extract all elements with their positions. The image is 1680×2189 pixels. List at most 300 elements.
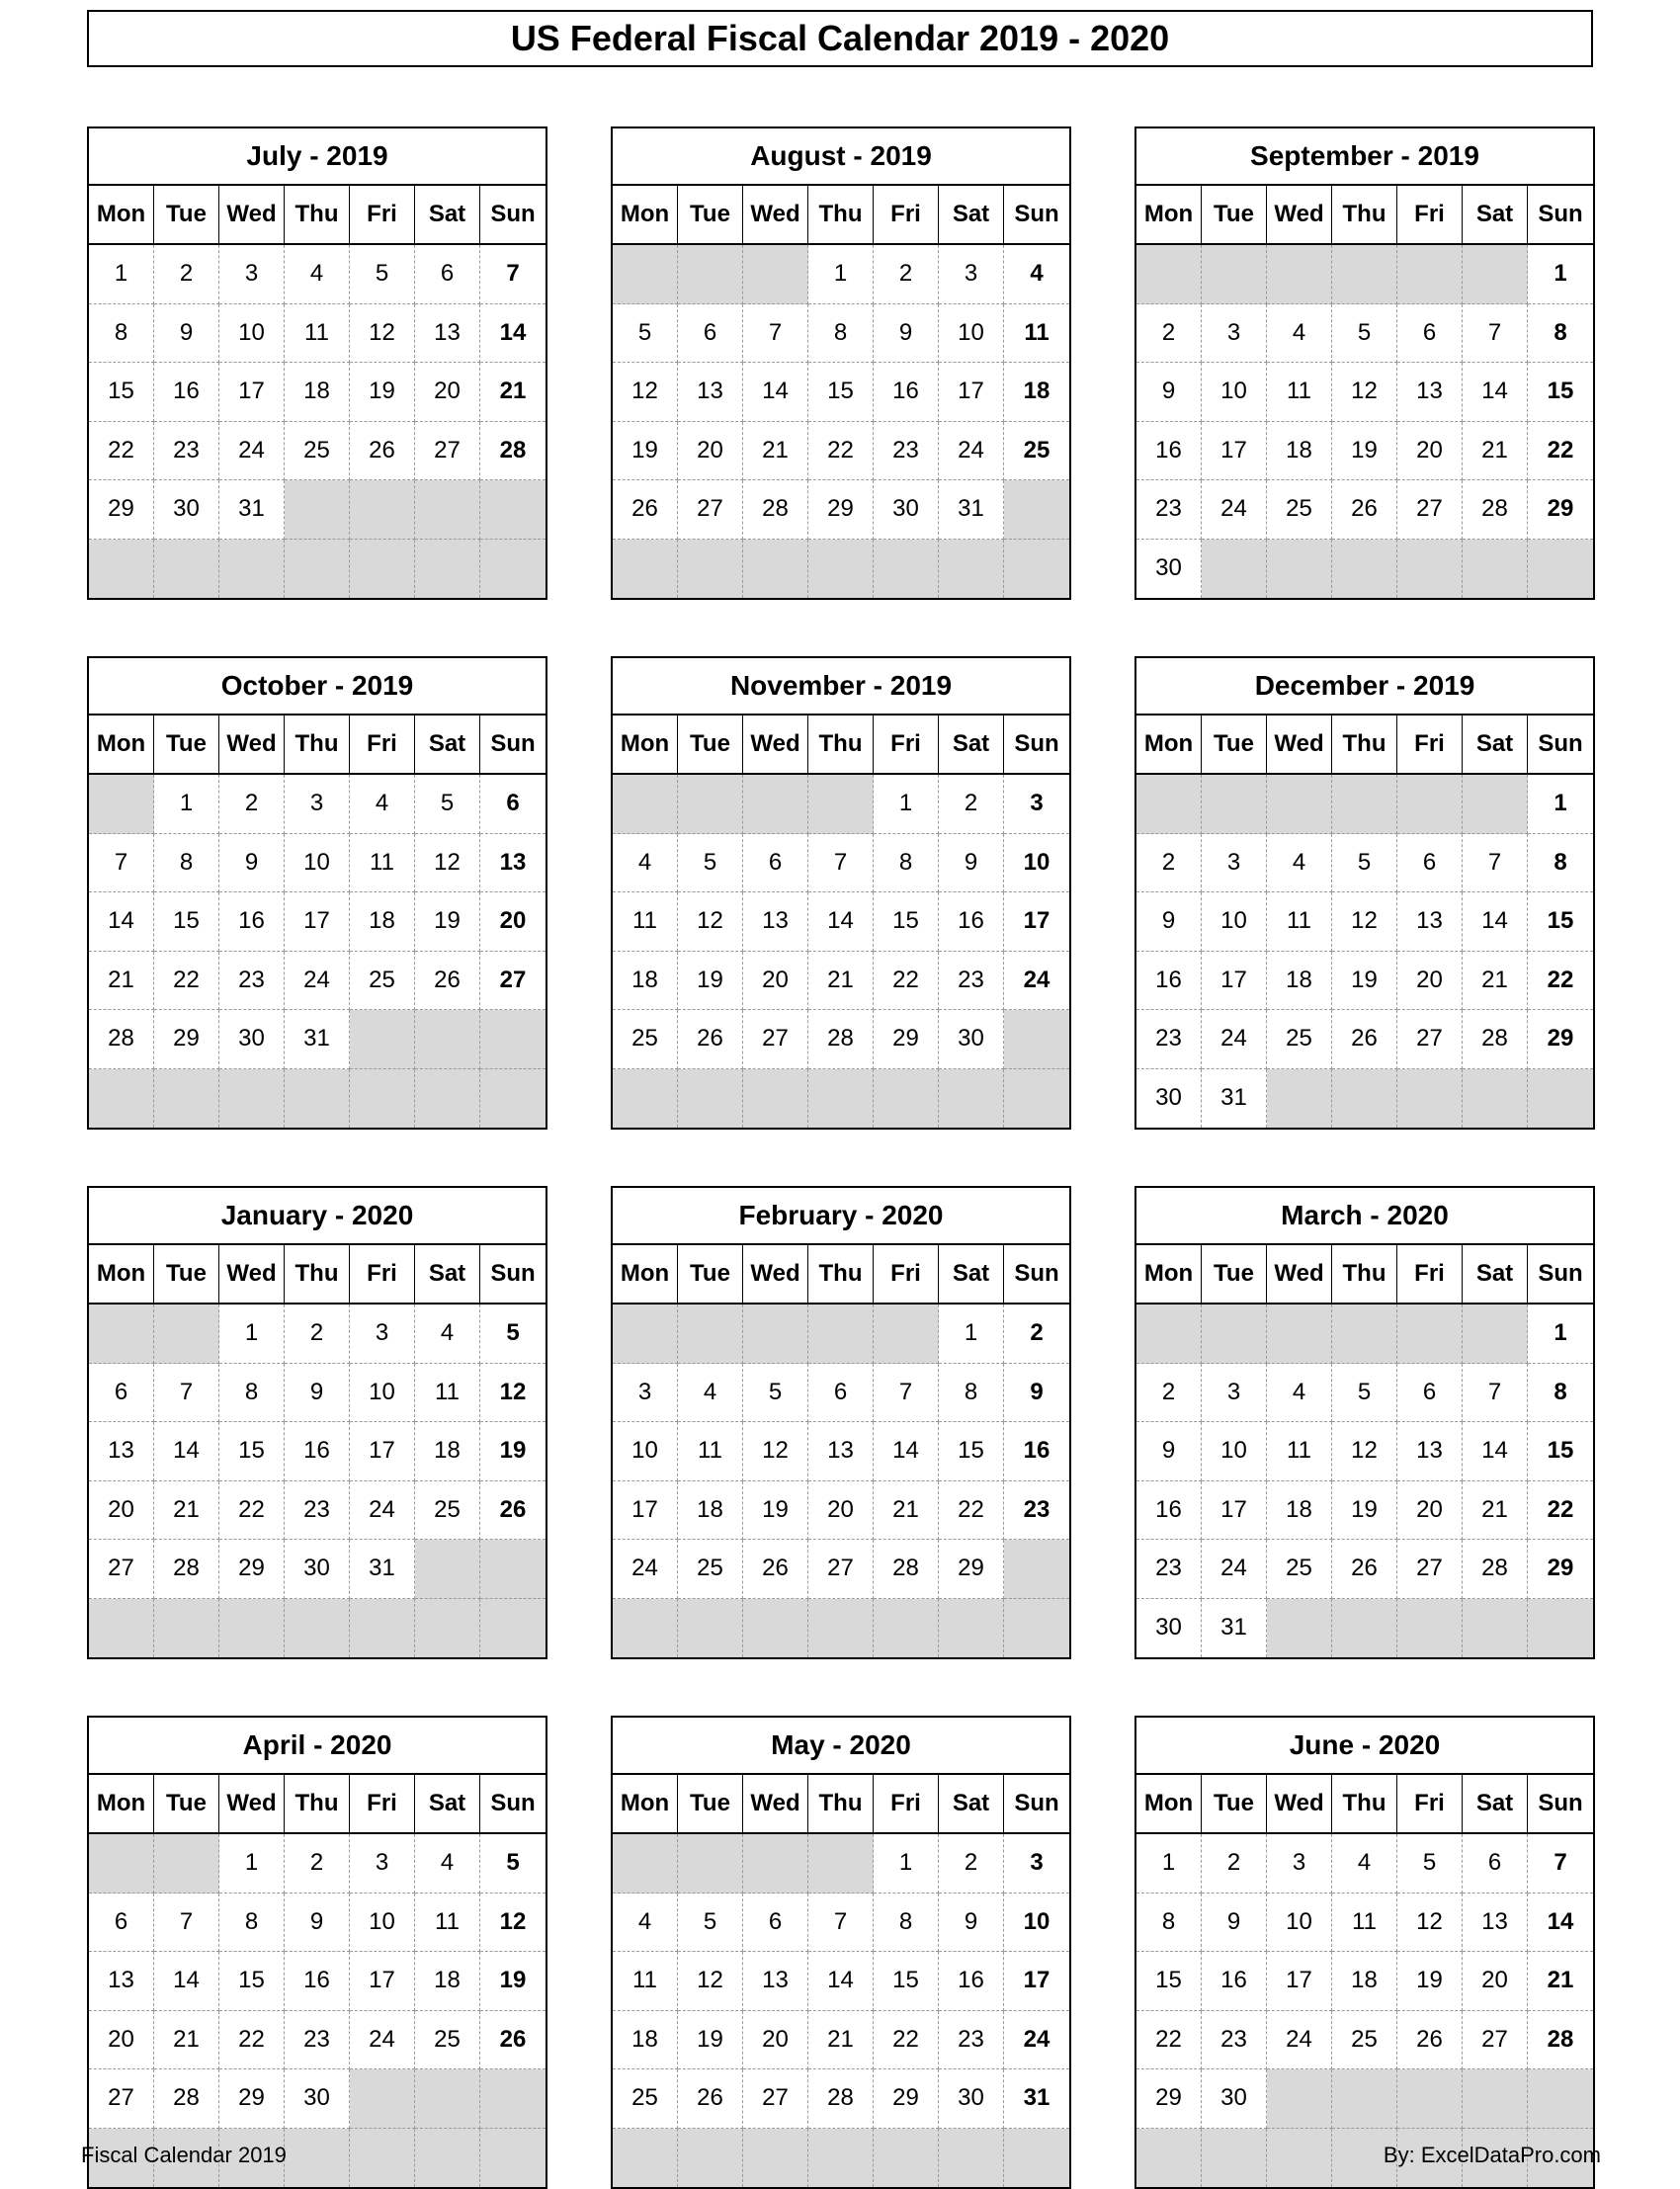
day-cell: 4 — [285, 245, 350, 304]
day-cell: 20 — [89, 2011, 154, 2070]
day-cell: 18 — [285, 363, 350, 422]
day-cell: 30 — [939, 1010, 1004, 1069]
day-cell: 5 — [743, 1364, 808, 1423]
day-cell: 4 — [1332, 1834, 1397, 1894]
day-cell: 14 — [1463, 892, 1528, 952]
day-cell: 9 — [285, 1364, 350, 1423]
day-cell: 26 — [743, 1540, 808, 1599]
empty-day-cell — [1267, 775, 1332, 834]
weekday-label: Tue — [678, 716, 743, 773]
day-cell: 16 — [939, 1952, 1004, 2011]
empty-day-cell — [1397, 540, 1463, 599]
day-cell: 25 — [415, 2011, 480, 2070]
empty-day-cell — [1332, 1069, 1397, 1129]
day-cell: 27 — [678, 480, 743, 540]
day-cell: 7 — [1463, 304, 1528, 364]
day-cell: 1 — [874, 1834, 939, 1894]
day-cell: 15 — [1136, 1952, 1202, 2011]
day-cell: 11 — [613, 892, 678, 952]
empty-day-cell — [350, 2069, 415, 2129]
empty-day-cell — [1267, 540, 1332, 599]
day-cell: 2 — [874, 245, 939, 304]
weekday-label: Tue — [1202, 716, 1267, 773]
day-cell: 29 — [219, 2069, 285, 2129]
weekday-header — [613, 1775, 1069, 1834]
empty-day-cell — [874, 1069, 939, 1129]
weekday-label: Mon — [613, 1775, 678, 1832]
month-title: September - 2019 — [1136, 128, 1593, 186]
day-cell: 19 — [480, 1952, 546, 2011]
empty-day-cell — [808, 540, 874, 599]
day-cell: 12 — [480, 1894, 546, 1953]
empty-day-cell — [154, 1834, 219, 1894]
day-cell: 19 — [1397, 1952, 1463, 2011]
day-cell: 21 — [743, 422, 808, 481]
day-cell: 13 — [89, 1422, 154, 1481]
day-cell: 14 — [808, 1952, 874, 2011]
day-cell: 14 — [154, 1422, 219, 1481]
day-cell: 8 — [219, 1894, 285, 1953]
day-cell: 18 — [1267, 952, 1332, 1011]
day-cell: 23 — [285, 1481, 350, 1541]
day-cell: 23 — [874, 422, 939, 481]
empty-day-cell — [1397, 245, 1463, 304]
empty-day-cell — [678, 1834, 743, 1894]
empty-day-cell — [350, 480, 415, 540]
day-grid — [1136, 1834, 1593, 2187]
weekday-label: Wed — [743, 716, 808, 773]
empty-day-cell — [1202, 1305, 1267, 1364]
day-cell: 2 — [1004, 1305, 1069, 1364]
day-cell: 19 — [743, 1481, 808, 1541]
day-cell: 28 — [1463, 1010, 1528, 1069]
day-cell: 12 — [415, 834, 480, 893]
weekday-label: Wed — [219, 1775, 285, 1832]
day-cell: 28 — [743, 480, 808, 540]
day-cell: 14 — [154, 1952, 219, 2011]
month-title: August - 2019 — [613, 128, 1069, 186]
day-cell: 13 — [743, 1952, 808, 2011]
day-cell: 7 — [154, 1894, 219, 1953]
day-cell: 13 — [743, 892, 808, 952]
weekday-header — [1136, 1775, 1593, 1834]
day-cell: 28 — [1463, 1540, 1528, 1599]
empty-day-cell — [1397, 1599, 1463, 1658]
day-cell: 12 — [480, 1364, 546, 1423]
empty-day-cell — [1463, 540, 1528, 599]
day-cell: 5 — [480, 1305, 546, 1364]
weekday-label: Wed — [1267, 716, 1332, 773]
day-cell: 3 — [1202, 1364, 1267, 1423]
day-cell: 26 — [415, 952, 480, 1011]
empty-day-cell — [1463, 2069, 1528, 2129]
day-cell: 21 — [89, 952, 154, 1011]
weekday-label: Sun — [490, 1260, 536, 1287]
weekday-label: Wed — [219, 1245, 285, 1303]
day-cell: 17 — [350, 1952, 415, 2011]
day-cell: 27 — [1397, 480, 1463, 540]
empty-day-cell — [1136, 1305, 1202, 1364]
weekday-header — [1136, 186, 1593, 245]
day-cell: 29 — [1136, 2069, 1202, 2129]
day-cell: 11 — [1267, 1422, 1332, 1481]
empty-day-cell — [874, 540, 939, 599]
day-cell: 7 — [1528, 1834, 1593, 1894]
day-cell: 17 — [939, 363, 1004, 422]
weekday-label: Tue — [154, 1245, 219, 1303]
day-cell: 15 — [808, 363, 874, 422]
day-cell: 2 — [1202, 1834, 1267, 1894]
empty-day-cell — [285, 2129, 350, 2188]
day-cell: 25 — [415, 1481, 480, 1541]
day-cell: 15 — [1528, 363, 1593, 422]
empty-day-cell — [743, 540, 808, 599]
day-cell: 18 — [1004, 363, 1069, 422]
weekday-label: Tue — [678, 186, 743, 243]
day-grid — [1136, 245, 1593, 598]
day-cell: 2 — [939, 775, 1004, 834]
day-cell: 23 — [1202, 2011, 1267, 2070]
empty-day-cell — [480, 2129, 546, 2188]
day-cell: 8 — [219, 1364, 285, 1423]
day-cell: 27 — [808, 1540, 874, 1599]
day-cell: 10 — [613, 1422, 678, 1481]
day-cell: 19 — [1332, 1481, 1397, 1541]
weekday-label: Mon — [89, 1245, 154, 1303]
weekday-header — [613, 186, 1069, 245]
day-cell: 27 — [480, 952, 546, 1011]
empty-day-cell — [285, 1069, 350, 1129]
day-grid — [613, 1834, 1069, 2187]
day-cell: 7 — [808, 834, 874, 893]
day-grid — [89, 775, 546, 1128]
day-cell: 3 — [1202, 834, 1267, 893]
day-cell: 19 — [678, 2011, 743, 2070]
day-cell: 16 — [1004, 1422, 1069, 1481]
weekday-label: Fri — [350, 1775, 415, 1832]
day-cell: 13 — [1397, 1422, 1463, 1481]
day-cell: 20 — [480, 892, 546, 952]
day-cell: 4 — [1267, 1364, 1332, 1423]
month-title: July - 2019 — [89, 128, 546, 186]
footer-right: By: ExcelDataPro.com — [1383, 2143, 1601, 2167]
day-cell: 9 — [1136, 1422, 1202, 1481]
empty-day-cell — [415, 1010, 480, 1069]
day-cell: 17 — [613, 1481, 678, 1541]
day-cell: 31 — [1202, 1599, 1267, 1658]
day-cell: 3 — [939, 245, 1004, 304]
day-cell: 30 — [939, 2069, 1004, 2129]
weekday-label: Fri — [1397, 1245, 1463, 1303]
day-cell: 31 — [219, 480, 285, 540]
day-grid — [89, 1834, 546, 2187]
weekday-label: Wed — [743, 1775, 808, 1832]
day-cell: 29 — [219, 1540, 285, 1599]
empty-day-cell — [480, 480, 546, 540]
empty-day-cell — [1004, 540, 1069, 599]
day-cell: 21 — [1463, 952, 1528, 1011]
day-cell: 3 — [1202, 304, 1267, 364]
day-cell: 30 — [219, 1010, 285, 1069]
day-cell: 5 — [350, 245, 415, 304]
weekday-label: Tue — [154, 716, 219, 773]
empty-day-cell — [1136, 775, 1202, 834]
day-cell: 8 — [1528, 304, 1593, 364]
day-cell: 25 — [1267, 480, 1332, 540]
weekday-label: Sun — [490, 1790, 536, 1816]
day-cell: 29 — [874, 1010, 939, 1069]
day-cell: 1 — [808, 245, 874, 304]
day-cell: 17 — [1004, 1952, 1069, 2011]
day-cell: 16 — [219, 892, 285, 952]
day-cell: 2 — [285, 1834, 350, 1894]
weekday-label: Fri — [874, 716, 939, 773]
day-cell: 10 — [1004, 834, 1069, 893]
day-cell: 6 — [1397, 1364, 1463, 1423]
day-cell: 31 — [939, 480, 1004, 540]
weekday-label: Mon — [613, 1245, 678, 1303]
weekday-label: Sat — [1463, 716, 1528, 773]
day-cell: 3 — [1004, 1834, 1069, 1894]
weekday-label: Sat — [415, 716, 480, 773]
day-cell: 4 — [350, 775, 415, 834]
empty-day-cell — [480, 1599, 546, 1658]
day-cell: 6 — [415, 245, 480, 304]
day-cell: 6 — [1397, 834, 1463, 893]
day-grid — [613, 245, 1069, 598]
day-cell: 21 — [874, 1481, 939, 1541]
day-cell: 5 — [415, 775, 480, 834]
day-cell: 2 — [154, 245, 219, 304]
empty-day-cell — [1463, 245, 1528, 304]
empty-day-cell — [154, 1599, 219, 1658]
weekday-label: Thu — [285, 1775, 350, 1832]
day-cell: 14 — [874, 1422, 939, 1481]
empty-day-cell — [678, 540, 743, 599]
empty-day-cell — [350, 540, 415, 599]
day-cell: 24 — [1267, 2011, 1332, 2070]
day-cell: 9 — [1136, 892, 1202, 952]
day-cell: 24 — [1202, 1010, 1267, 1069]
empty-day-cell — [743, 245, 808, 304]
day-cell: 23 — [1004, 1481, 1069, 1541]
day-cell: 5 — [1332, 834, 1397, 893]
weekday-label: Wed — [743, 1245, 808, 1303]
weekday-label: Tue — [678, 1775, 743, 1832]
day-cell: 31 — [285, 1010, 350, 1069]
day-cell: 11 — [678, 1422, 743, 1481]
weekday-label: Sun — [1014, 730, 1059, 757]
day-cell: 4 — [1004, 245, 1069, 304]
weekday-label: Sun — [1014, 1790, 1059, 1816]
month-calendar — [611, 126, 1071, 600]
weekday-label: Thu — [1332, 716, 1397, 773]
day-cell: 18 — [613, 2011, 678, 2070]
empty-day-cell — [1004, 1540, 1069, 1599]
day-cell: 4 — [1267, 304, 1332, 364]
empty-day-cell — [743, 2129, 808, 2188]
empty-day-cell — [480, 540, 546, 599]
day-cell: 27 — [89, 1540, 154, 1599]
day-cell: 17 — [1267, 1952, 1332, 2011]
day-cell: 7 — [480, 245, 546, 304]
day-cell: 16 — [1202, 1952, 1267, 2011]
empty-day-cell — [89, 1834, 154, 1894]
day-cell: 22 — [939, 1481, 1004, 1541]
day-cell: 10 — [219, 304, 285, 364]
weekday-label: Sat — [1463, 186, 1528, 243]
day-cell: 10 — [1202, 363, 1267, 422]
day-cell: 4 — [415, 1305, 480, 1364]
weekday-header — [613, 1245, 1069, 1305]
weekday-header — [89, 186, 546, 245]
empty-day-cell — [808, 775, 874, 834]
day-cell: 1 — [1528, 775, 1593, 834]
day-cell: 2 — [1136, 834, 1202, 893]
weekday-label: Fri — [1397, 716, 1463, 773]
empty-day-cell — [1397, 775, 1463, 834]
day-cell: 22 — [89, 422, 154, 481]
empty-day-cell — [480, 1540, 546, 1599]
page-title: US Federal Fiscal Calendar 2019 - 2020 — [87, 10, 1593, 67]
day-cell: 5 — [1332, 1364, 1397, 1423]
empty-day-cell — [874, 1599, 939, 1658]
empty-day-cell — [219, 1069, 285, 1129]
day-cell: 26 — [1332, 1010, 1397, 1069]
day-cell: 7 — [1463, 834, 1528, 893]
day-cell: 9 — [1136, 363, 1202, 422]
weekday-label: Fri — [874, 1775, 939, 1832]
weekday-label: Sat — [939, 186, 1004, 243]
weekday-label: Mon — [89, 1775, 154, 1832]
day-cell: 7 — [743, 304, 808, 364]
footer-left: Fiscal Calendar 2019 — [81, 2143, 287, 2167]
day-cell: 19 — [678, 952, 743, 1011]
weekday-label: Sat — [939, 1775, 1004, 1832]
day-cell: 10 — [1202, 892, 1267, 952]
weekday-label: Sun — [1538, 1260, 1583, 1287]
day-cell: 9 — [219, 834, 285, 893]
day-cell: 7 — [874, 1364, 939, 1423]
day-cell: 25 — [285, 422, 350, 481]
empty-day-cell — [678, 2129, 743, 2188]
empty-day-cell — [874, 2129, 939, 2188]
day-cell: 13 — [1397, 363, 1463, 422]
day-cell: 10 — [939, 304, 1004, 364]
empty-day-cell — [1397, 2069, 1463, 2129]
weekday-label: Thu — [808, 1245, 874, 1303]
day-cell: 13 — [808, 1422, 874, 1481]
day-grid — [1136, 1305, 1593, 1657]
day-cell: 1 — [154, 775, 219, 834]
day-cell: 1 — [219, 1305, 285, 1364]
weekday-label: Sat — [939, 1245, 1004, 1303]
empty-day-cell — [1267, 2129, 1332, 2188]
empty-day-cell — [613, 775, 678, 834]
empty-day-cell — [939, 1069, 1004, 1129]
day-cell: 17 — [1202, 1481, 1267, 1541]
weekday-label: Thu — [285, 186, 350, 243]
day-cell: 6 — [480, 775, 546, 834]
day-cell: 26 — [1397, 2011, 1463, 2070]
day-cell: 15 — [1528, 892, 1593, 952]
day-cell: 21 — [808, 2011, 874, 2070]
empty-day-cell — [1267, 1599, 1332, 1658]
weekday-label: Thu — [1332, 186, 1397, 243]
day-cell: 12 — [613, 363, 678, 422]
empty-day-cell — [1004, 1010, 1069, 1069]
day-grid — [613, 775, 1069, 1128]
month-title: June - 2020 — [1136, 1718, 1593, 1775]
day-cell: 6 — [1397, 304, 1463, 364]
day-cell: 27 — [89, 2069, 154, 2129]
day-cell: 21 — [1528, 1952, 1593, 2011]
day-cell: 30 — [1136, 1599, 1202, 1658]
month-calendar — [611, 656, 1071, 1130]
day-cell: 24 — [1202, 480, 1267, 540]
day-cell: 14 — [808, 892, 874, 952]
weekday-label: Wed — [1267, 1775, 1332, 1832]
empty-day-cell — [89, 540, 154, 599]
empty-day-cell — [1332, 775, 1397, 834]
weekday-label: Thu — [1332, 1245, 1397, 1303]
day-cell: 22 — [1528, 422, 1593, 481]
day-cell: 1 — [874, 775, 939, 834]
day-cell: 23 — [1136, 1010, 1202, 1069]
day-cell: 1 — [1136, 1834, 1202, 1894]
weekday-label: Wed — [1267, 186, 1332, 243]
empty-day-cell — [1397, 1305, 1463, 1364]
day-cell: 16 — [939, 892, 1004, 952]
empty-day-cell — [350, 1599, 415, 1658]
empty-day-cell — [350, 2129, 415, 2188]
empty-day-cell — [1332, 1305, 1397, 1364]
day-cell: 12 — [350, 304, 415, 364]
weekday-label: Mon — [1136, 716, 1202, 773]
day-cell: 25 — [1004, 422, 1069, 481]
empty-day-cell — [613, 540, 678, 599]
empty-day-cell — [808, 1305, 874, 1364]
day-cell: 13 — [89, 1952, 154, 2011]
empty-day-cell — [415, 540, 480, 599]
weekday-label: Sun — [1014, 1260, 1059, 1287]
empty-day-cell — [808, 2129, 874, 2188]
empty-day-cell — [678, 1069, 743, 1129]
day-cell: 2 — [1136, 1364, 1202, 1423]
day-cell: 29 — [808, 480, 874, 540]
day-cell: 24 — [285, 952, 350, 1011]
empty-day-cell — [1397, 1069, 1463, 1129]
empty-day-cell — [743, 1834, 808, 1894]
day-cell: 18 — [415, 1422, 480, 1481]
day-cell: 15 — [939, 1422, 1004, 1481]
day-cell: 11 — [350, 834, 415, 893]
day-cell: 27 — [743, 2069, 808, 2129]
day-cell: 19 — [480, 1422, 546, 1481]
weekday-label: Wed — [1267, 1245, 1332, 1303]
day-cell: 24 — [939, 422, 1004, 481]
weekday-label: Thu — [808, 1775, 874, 1832]
day-cell: 18 — [1267, 422, 1332, 481]
day-cell: 28 — [1528, 2011, 1593, 2070]
day-cell: 24 — [219, 422, 285, 481]
empty-day-cell — [89, 1599, 154, 1658]
empty-day-cell — [415, 1599, 480, 1658]
day-cell: 16 — [874, 363, 939, 422]
day-cell: 8 — [874, 1894, 939, 1953]
weekday-label: Thu — [1332, 1775, 1397, 1832]
weekday-label: Mon — [89, 716, 154, 773]
